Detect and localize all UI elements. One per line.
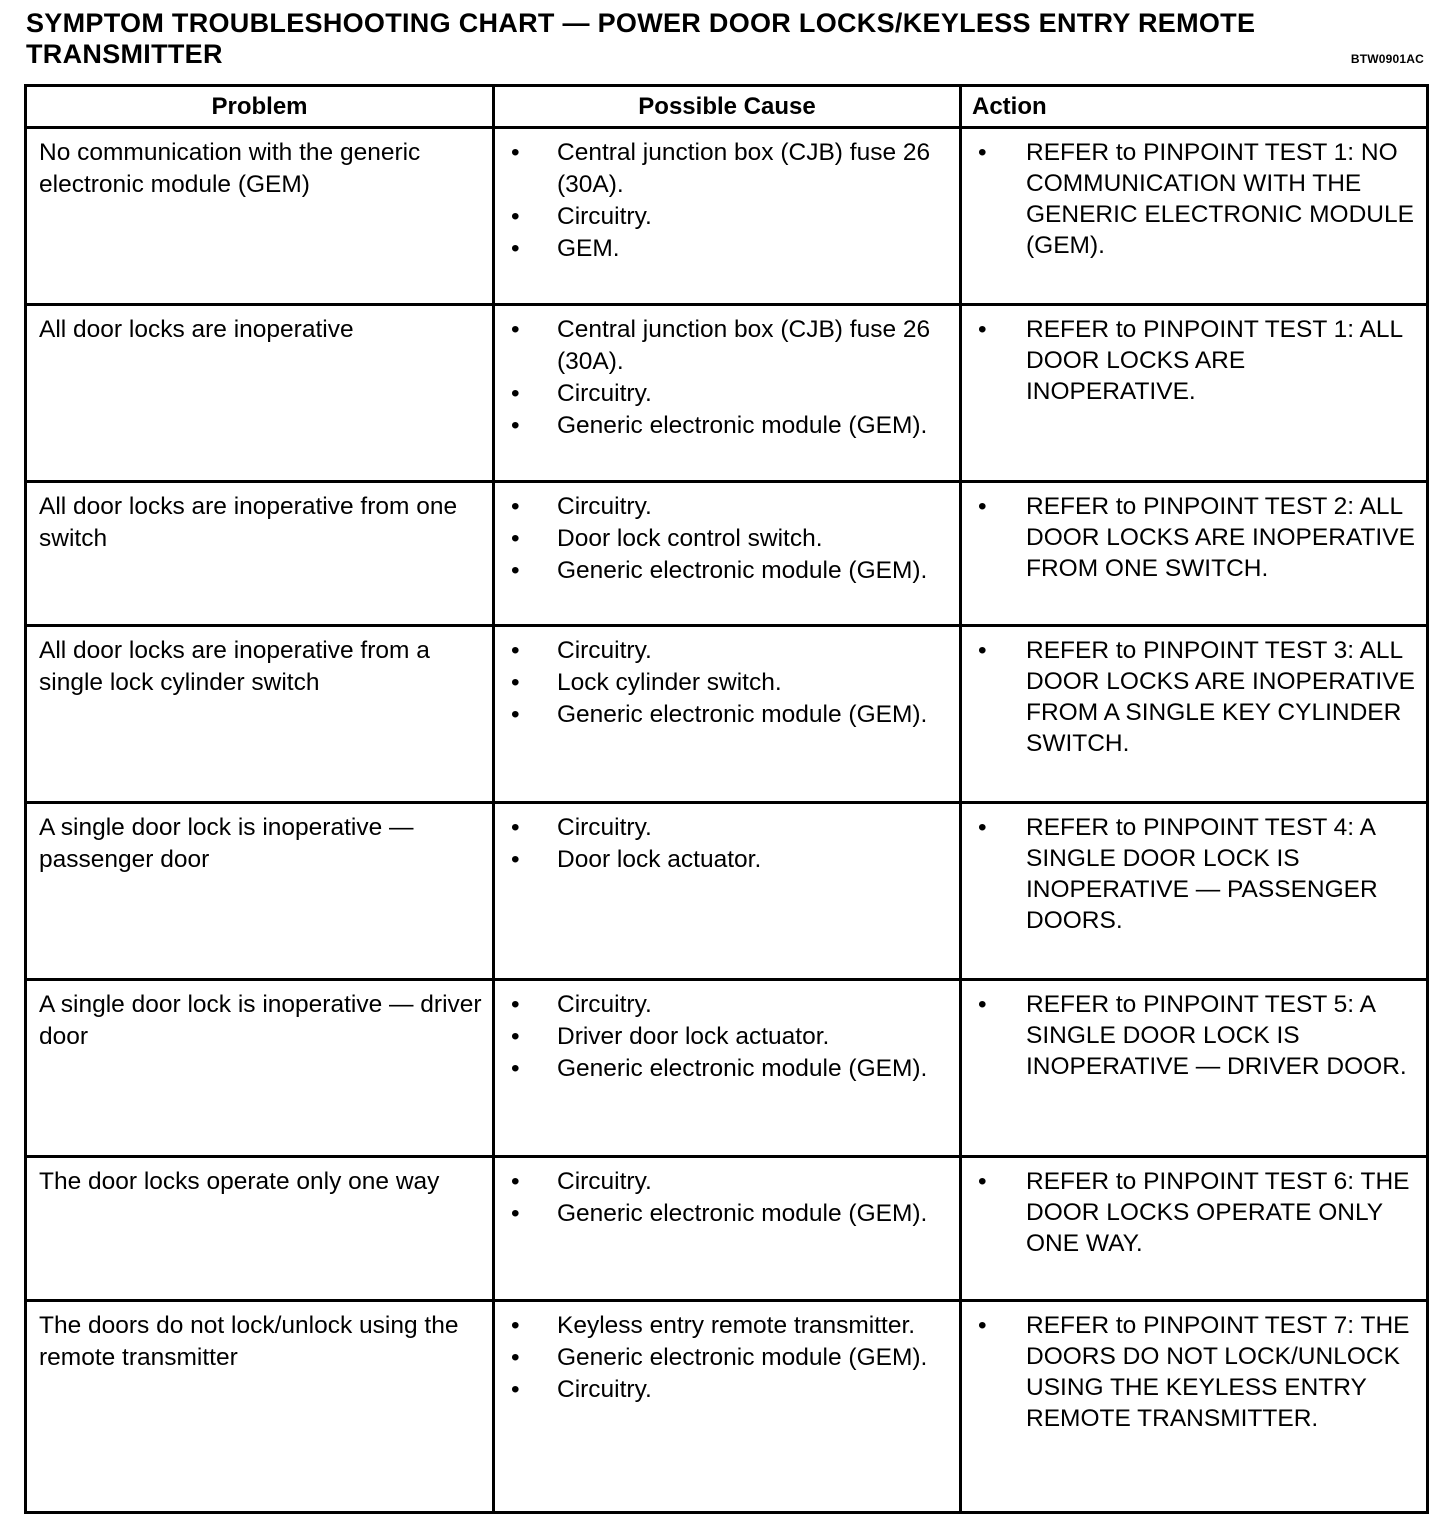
cause-text: Circuitry. bbox=[557, 637, 652, 664]
action-cell bbox=[961, 803, 1428, 980]
cause-text: Circuitry. bbox=[557, 1168, 652, 1195]
cause-text: Generic electronic module (GEM). bbox=[557, 1200, 928, 1227]
cause-text: Generic electronic module (GEM). bbox=[557, 1055, 928, 1082]
cause-text: GEM. bbox=[557, 235, 620, 262]
bullet-icon: • bbox=[511, 669, 520, 696]
action-item bbox=[974, 635, 1416, 759]
cause-item bbox=[507, 1342, 949, 1374]
bullet-icon: • bbox=[511, 139, 520, 166]
bullet-icon: • bbox=[978, 637, 987, 664]
action-item bbox=[974, 314, 1416, 407]
cause-text: Door lock actuator. bbox=[557, 846, 762, 873]
bullet-icon: • bbox=[511, 701, 520, 728]
cause-item bbox=[507, 844, 949, 876]
bullet-icon: • bbox=[511, 991, 520, 1018]
cause-item bbox=[507, 233, 949, 265]
cause-text: Generic electronic module (GEM). bbox=[557, 557, 928, 584]
cause-item bbox=[507, 555, 949, 587]
bullet-icon: • bbox=[978, 1168, 987, 1195]
table-row bbox=[26, 626, 1428, 803]
cause-item bbox=[507, 1374, 949, 1406]
cause-item bbox=[507, 812, 949, 844]
problem-cell: All door locks are inoperative from a single lock cylinder switch bbox=[26, 626, 494, 803]
title-block bbox=[26, 8, 1426, 70]
table-row bbox=[26, 1301, 1428, 1513]
cause-item bbox=[507, 1166, 949, 1198]
cause-list bbox=[507, 1310, 949, 1406]
possible-cause-cell bbox=[494, 626, 961, 803]
cause-text: Circuitry. bbox=[557, 814, 652, 841]
action-item bbox=[974, 491, 1416, 584]
cause-text: Generic electronic module (GEM). bbox=[557, 412, 928, 439]
cause-item bbox=[507, 523, 949, 555]
cause-text: Circuitry. bbox=[557, 203, 652, 230]
bullet-icon: • bbox=[978, 139, 987, 166]
bullet-icon: • bbox=[978, 814, 987, 841]
bullet-icon: • bbox=[978, 1312, 987, 1339]
problem-cell: All door locks are inoperative bbox=[26, 305, 494, 482]
action-cell bbox=[961, 305, 1428, 482]
cause-item bbox=[507, 635, 949, 667]
cause-text: Door lock control switch. bbox=[557, 525, 823, 552]
table-row bbox=[26, 482, 1428, 626]
problem-cell: A single door lock is inoperative — driver door bbox=[26, 980, 494, 1157]
figure-code: BTW0901AC bbox=[1350, 52, 1424, 66]
page-title: SYMPTOM TROUBLESHOOTING CHART — POWER DOOR LOCKS/KEYLESS ENTRY REMOTE TRANSMITTER bbox=[26, 8, 1256, 69]
bullet-icon: • bbox=[978, 316, 987, 343]
table-row bbox=[26, 980, 1428, 1157]
bullet-icon: • bbox=[511, 1344, 520, 1371]
action-item bbox=[974, 989, 1416, 1082]
bullet-icon: • bbox=[511, 814, 520, 841]
table-row bbox=[26, 803, 1428, 980]
bullet-icon: • bbox=[511, 525, 520, 552]
cause-item bbox=[507, 314, 949, 378]
action-text: REFER to PINPOINT TEST 5: A SINGLE DOOR LOCK IS INOPERATIVE — DRIVER DOOR. bbox=[1026, 991, 1407, 1080]
cause-item bbox=[507, 410, 949, 442]
possible-cause-cell bbox=[494, 980, 961, 1157]
bullet-icon: • bbox=[978, 991, 987, 1018]
bullet-icon: • bbox=[511, 1023, 520, 1050]
cause-list bbox=[507, 314, 949, 442]
action-cell bbox=[961, 626, 1428, 803]
cause-list bbox=[507, 491, 949, 587]
cause-text: Circuitry. bbox=[557, 991, 652, 1018]
cause-list bbox=[507, 989, 949, 1085]
possible-cause-cell bbox=[494, 305, 961, 482]
cause-text: Keyless entry remote transmitter. bbox=[557, 1312, 916, 1339]
problem-cell: A single door lock is inoperative — passenger door bbox=[26, 803, 494, 980]
cause-text: Circuitry. bbox=[557, 493, 652, 520]
bullet-icon: • bbox=[978, 493, 987, 520]
cause-text: Circuitry. bbox=[557, 380, 652, 407]
cause-list bbox=[507, 812, 949, 876]
header-row bbox=[26, 86, 1428, 128]
cause-item bbox=[507, 137, 949, 201]
problem-cell: The door locks operate only one way bbox=[26, 1157, 494, 1301]
bullet-icon: • bbox=[511, 637, 520, 664]
cause-text: Lock cylinder switch. bbox=[557, 669, 782, 696]
action-item bbox=[974, 137, 1416, 261]
action-text: REFER to PINPOINT TEST 4: A SINGLE DOOR LOCK IS INOPERATIVE — PASSENGER DOORS. bbox=[1026, 814, 1378, 934]
cause-text: Generic electronic module (GEM). bbox=[557, 701, 928, 728]
cause-item bbox=[507, 1310, 949, 1342]
action-text: REFER to PINPOINT TEST 1: ALL DOOR LOCKS ARE INOPERATIVE. bbox=[1026, 316, 1403, 405]
possible-cause-cell bbox=[494, 128, 961, 305]
table-row bbox=[26, 305, 1428, 482]
action-cell bbox=[961, 128, 1428, 305]
action-text: REFER to PINPOINT TEST 3: ALL DOOR LOCKS ARE INOPERATIVE FROM A SINGLE KEY CYLINDER SWITCH. bbox=[1026, 637, 1415, 757]
bullet-icon: • bbox=[511, 1168, 520, 1195]
possible-cause-cell bbox=[494, 482, 961, 626]
action-cell bbox=[961, 1301, 1428, 1513]
bullet-icon: • bbox=[511, 203, 520, 230]
cause-item bbox=[507, 1021, 949, 1053]
header-action: Action bbox=[961, 86, 1428, 128]
cause-item bbox=[507, 1053, 949, 1085]
cause-text: Central junction box (CJB) fuse 26 (30A). bbox=[557, 139, 931, 198]
troubleshooting-table bbox=[24, 84, 1429, 1514]
cause-list bbox=[507, 635, 949, 731]
bullet-icon: • bbox=[511, 1312, 520, 1339]
table-row bbox=[26, 128, 1428, 305]
header-problem: Problem bbox=[26, 86, 494, 128]
cause-text: Central junction box (CJB) fuse 26 (30A). bbox=[557, 316, 931, 375]
action-item bbox=[974, 812, 1416, 936]
cause-list bbox=[507, 137, 949, 265]
problem-cell: The doors do not lock/unlock using the remote transmitter bbox=[26, 1301, 494, 1513]
cause-list bbox=[507, 1166, 949, 1230]
table-row bbox=[26, 1157, 1428, 1301]
action-cell bbox=[961, 1157, 1428, 1301]
bullet-icon: • bbox=[511, 235, 520, 262]
cause-item bbox=[507, 699, 949, 731]
bullet-icon: • bbox=[511, 1376, 520, 1403]
bullet-icon: • bbox=[511, 846, 520, 873]
bullet-icon: • bbox=[511, 316, 520, 343]
action-text: REFER to PINPOINT TEST 7: THE DOORS DO NOT LOCK/UNLOCK USING THE KEYLESS ENTRY REMOTE TRANSMITTER. bbox=[1026, 1312, 1410, 1432]
action-cell bbox=[961, 482, 1428, 626]
action-cell bbox=[961, 980, 1428, 1157]
table-body bbox=[26, 128, 1428, 1513]
possible-cause-cell bbox=[494, 1301, 961, 1513]
problem-cell: No communication with the generic electronic module (GEM) bbox=[26, 128, 494, 305]
cause-item bbox=[507, 201, 949, 233]
action-text: REFER to PINPOINT TEST 2: ALL DOOR LOCKS ARE INOPERATIVE FROM ONE SWITCH. bbox=[1026, 493, 1415, 582]
action-text: REFER to PINPOINT TEST 1: NO COMMUNICATION WITH THE GENERIC ELECTRONIC MODULE (GEM). bbox=[1026, 139, 1414, 259]
possible-cause-cell bbox=[494, 803, 961, 980]
header-possible-cause: Possible Cause bbox=[494, 86, 961, 128]
bullet-icon: • bbox=[511, 380, 520, 407]
action-text: REFER to PINPOINT TEST 6: THE DOOR LOCKS OPERATE ONLY ONE WAY. bbox=[1026, 1168, 1410, 1257]
cause-item bbox=[507, 1198, 949, 1230]
bullet-icon: • bbox=[511, 1200, 520, 1227]
action-item bbox=[974, 1310, 1416, 1434]
bullet-icon: • bbox=[511, 412, 520, 439]
problem-cell: All door locks are inoperative from one switch bbox=[26, 482, 494, 626]
bullet-icon: • bbox=[511, 493, 520, 520]
cause-item bbox=[507, 667, 949, 699]
action-item bbox=[974, 1166, 1416, 1259]
cause-text: Circuitry. bbox=[557, 1376, 652, 1403]
cause-text: Driver door lock actuator. bbox=[557, 1023, 830, 1050]
bullet-icon: • bbox=[511, 1055, 520, 1082]
cause-item bbox=[507, 378, 949, 410]
cause-item bbox=[507, 491, 949, 523]
possible-cause-cell bbox=[494, 1157, 961, 1301]
bullet-icon: • bbox=[511, 557, 520, 584]
cause-text: Generic electronic module (GEM). bbox=[557, 1344, 928, 1371]
cause-item bbox=[507, 989, 949, 1021]
